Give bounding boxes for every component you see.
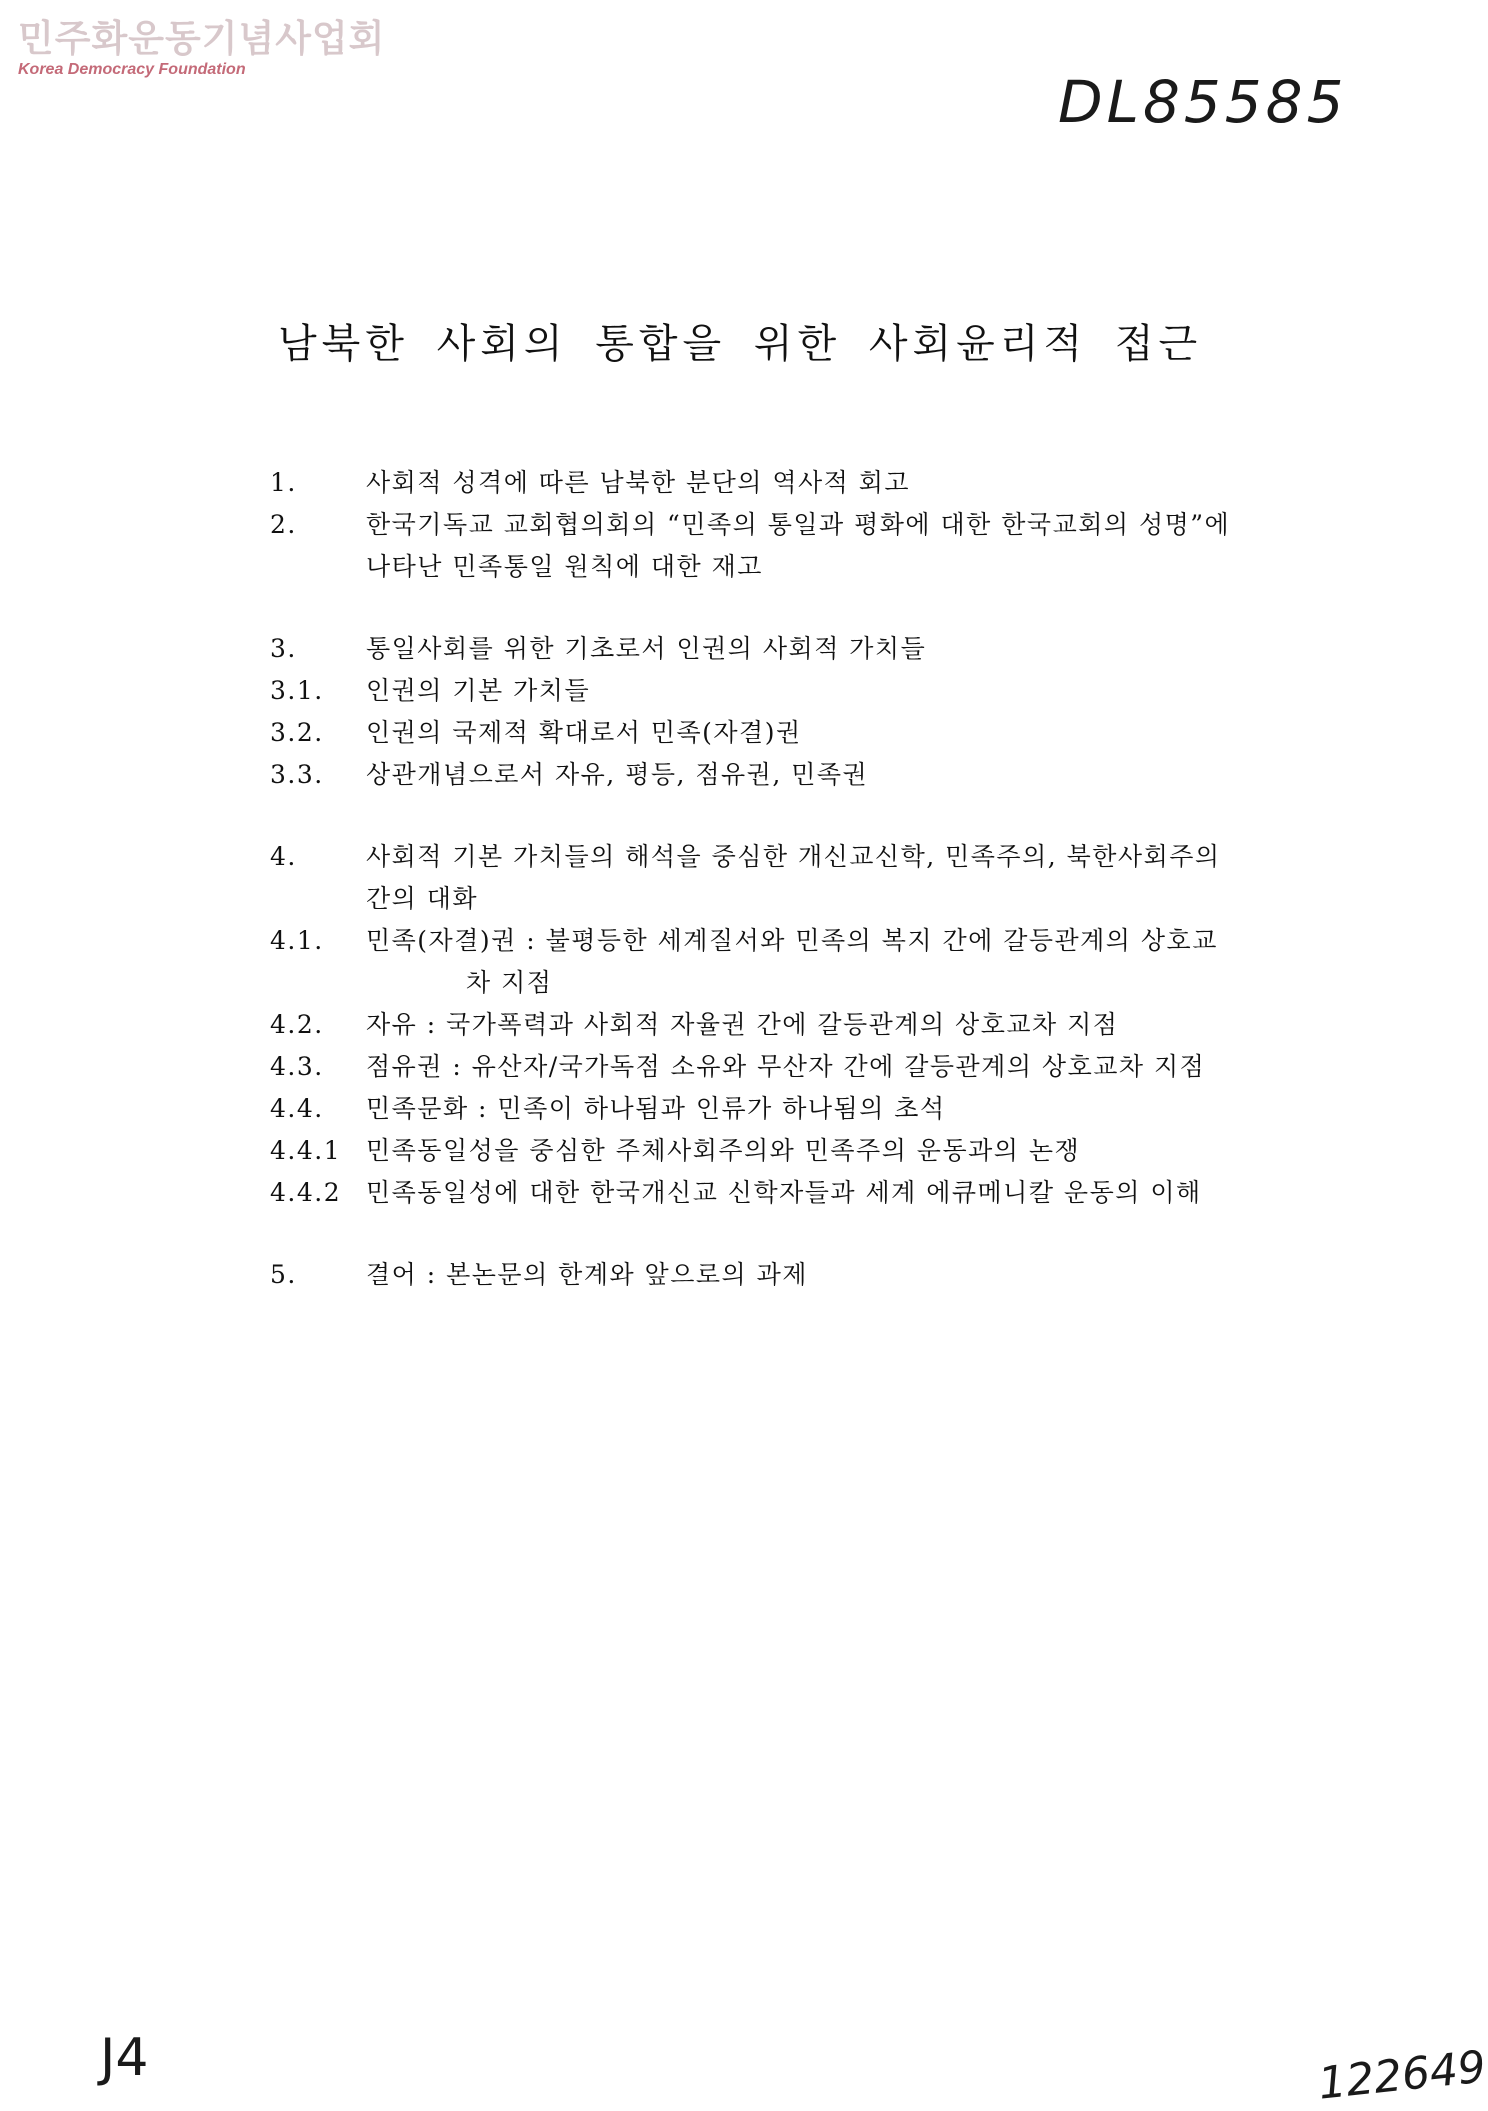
toc-item-continuation <box>270 546 1290 588</box>
toc-number: 3.3. <box>270 760 324 789</box>
toc-text: 민족동일성을 중심한 주체사회주의와 민족주의 운동과의 논쟁 <box>366 1136 1081 1165</box>
toc-number: 4. <box>270 842 297 871</box>
toc-item <box>270 504 1290 546</box>
toc-item <box>270 1046 1290 1088</box>
toc-text: 상관개념으로서 자유, 평등, 점유권, 민족권 <box>366 760 869 789</box>
handwritten-page-mark: J4 <box>100 2028 149 2088</box>
toc-text: 나타난 민족통일 원칙에 대한 재고 <box>366 552 763 581</box>
page-title: 남북한 사회의 통합을 위한 사회윤리적 접근 <box>278 321 1203 367</box>
toc-text: 인권의 기본 가치들 <box>366 676 591 705</box>
handwritten-doc-id: DL85585 <box>1058 68 1348 136</box>
toc-number: 4.4.1 <box>270 1136 342 1165</box>
toc-number: 4.1. <box>270 926 324 955</box>
toc-text: 사회적 성격에 따른 남북한 분단의 역사적 회고 <box>366 468 911 497</box>
toc-number: 1. <box>270 468 297 497</box>
toc-number: 3. <box>270 634 297 663</box>
toc-text: 인권의 국제적 확대로서 민족(자결)권 <box>366 718 802 747</box>
toc-text: 자유 : 국가폭력과 사회적 자율권 간에 갈등관계의 상호교차 지점 <box>366 1010 1119 1039</box>
toc-text: 사회적 기본 가치들의 해석을 중심한 개신교신학, 민족주의, 북한사회주의 <box>366 842 1221 871</box>
toc-item <box>270 712 1290 754</box>
toc-item-continuation <box>270 878 1290 920</box>
toc-item <box>270 628 1290 670</box>
toc-number: 4.3. <box>270 1052 324 1081</box>
toc-number: 3.1. <box>270 676 324 705</box>
toc-item <box>270 1004 1290 1046</box>
table-of-contents <box>270 462 1290 1296</box>
toc-item <box>270 1130 1290 1172</box>
toc-text: 차 지점 <box>466 968 553 997</box>
toc-text: 민족문화 : 민족이 하나됨과 인류가 하나됨의 초석 <box>366 1094 946 1123</box>
toc-number: 2. <box>270 510 297 539</box>
toc-number: 4.4. <box>270 1094 324 1123</box>
toc-text: 민족동일성에 대한 한국개신교 신학자들과 세계 에큐메니칼 운동의 이해 <box>366 1178 1202 1207</box>
toc-item <box>270 1254 1290 1296</box>
toc-number: 4.2. <box>270 1010 324 1039</box>
toc-item-continuation <box>270 962 1290 1004</box>
watermark <box>18 18 385 80</box>
toc-text: 점유권 : 유산자/국가독점 소유와 무산자 간에 갈등관계의 상호교차 지점 <box>366 1052 1206 1081</box>
handwritten-archive-number: 122649 <box>1315 2041 1488 2110</box>
watermark-english: Korea Democracy Foundation <box>18 61 246 78</box>
toc-item <box>270 462 1290 504</box>
toc-item <box>270 1088 1290 1130</box>
toc-text: 간의 대화 <box>366 884 479 913</box>
toc-number: 5. <box>270 1260 297 1289</box>
toc-number: 3.2. <box>270 718 324 747</box>
toc-text: 민족(자결)권 : 불평등한 세계질서와 민족의 복지 간에 갈등관계의 상호교 <box>366 926 1218 955</box>
toc-number: 4.4.2 <box>270 1178 342 1207</box>
watermark-korean: 민주화운동기념사업회 <box>18 17 386 60</box>
toc-item <box>270 754 1290 796</box>
toc-item <box>270 836 1290 878</box>
toc-text: 통일사회를 위한 기초로서 인권의 사회적 가치들 <box>366 634 927 663</box>
toc-item <box>270 920 1290 962</box>
toc-text: 한국기독교 교회협의회의 “민족의 통일과 평화에 대한 한국교회의 성명”에 <box>366 510 1231 539</box>
toc-item <box>270 670 1290 712</box>
toc-text: 결어 : 본논문의 한계와 앞으로의 과제 <box>366 1260 808 1289</box>
toc-item <box>270 1172 1290 1214</box>
